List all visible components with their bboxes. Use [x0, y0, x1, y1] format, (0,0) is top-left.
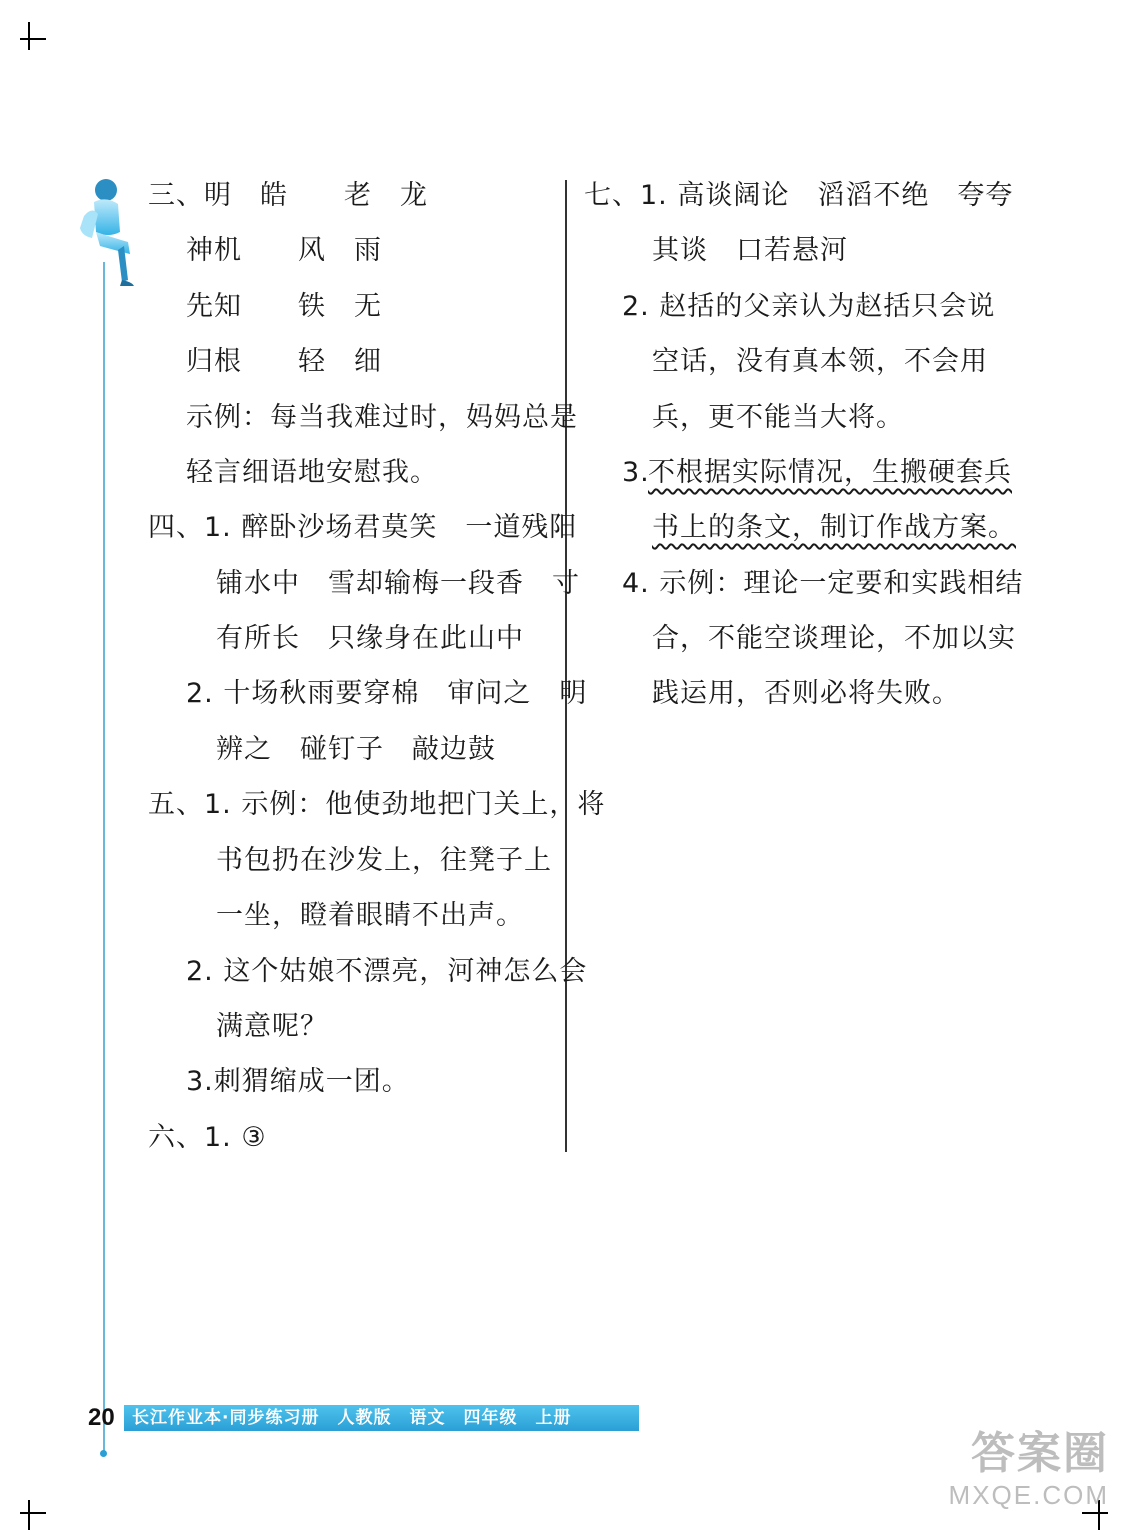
left-answer-line-11: 五、1. 示例：他使劲地把门关上，将	[148, 789, 606, 820]
crop-mark-bottom-left-h	[20, 1512, 46, 1514]
margin-line-end-dot	[100, 1450, 107, 1457]
left-answer-line-10: 辨之 碰钉子 敲边鼓	[216, 734, 496, 765]
right-answer-line-4: 兵，更不能当大将。	[652, 402, 904, 433]
left-answer-line-12: 书包扔在沙发上，往凳子上	[216, 845, 552, 876]
right-answer-line-3: 空话，没有真本领，不会用	[652, 346, 988, 377]
left-answer-line-15: 满意呢？	[216, 1011, 328, 1042]
left-answer-line-7: 铺水中 雪却输梅一段香 寸	[216, 568, 580, 599]
right-answer-line-5: 3.	[622, 457, 650, 488]
watermark	[941, 1428, 1109, 1528]
left-answer-line-8: 有所长 只缘身在此山中	[216, 623, 524, 654]
left-answer-line-3: 归根 轻 细	[186, 346, 382, 377]
book-title: 长江作业本·同步练习册 人教版 语文 四年级 上册	[132, 1408, 572, 1428]
footer-bar	[124, 1405, 639, 1431]
left-answer-line-13: 一坐，瞪着眼睛不出声。	[216, 900, 524, 931]
left-answer-line-2: 先知 铁 无	[186, 291, 382, 322]
crop-mark-top-left-h	[20, 38, 46, 40]
girl-figure-icon	[74, 176, 136, 288]
left-answer-line-0: 三、明 皓 老 龙	[148, 180, 428, 211]
column-divider	[565, 180, 567, 1152]
left-answer-line-14: 2. 这个姑娘不漂亮，河神怎么会	[186, 956, 588, 987]
left-answer-line-17: 六、1. ③	[148, 1122, 267, 1153]
right-answer-line-1: 其谈 口若悬河	[652, 235, 848, 266]
left-answer-line-1: 神机 风 雨	[186, 235, 382, 266]
left-answer-line-5: 轻言细语地安慰我。	[186, 457, 438, 488]
watermark-logo: 答案圈	[971, 1428, 1109, 1479]
left-answer-line-4: 示例：每当我难过时，妈妈总是	[186, 402, 578, 433]
left-answer-line-6: 四、1. 醉卧沙场君莫笑 一道残阳	[148, 512, 578, 543]
right-answer-line-8: 4. 示例：理论一定要和实践相结	[622, 568, 1024, 599]
left-answer-line-9: 2. 十场秋雨要穿棉 审问之 明	[186, 678, 588, 709]
right-answer-line-10: 践运用，否则必将失败。	[652, 678, 960, 709]
left-answer-line-16: 3.刺猬缩成一团。	[186, 1066, 410, 1097]
right-answer-line-6: 不根据实际情况，生搬硬套兵	[648, 457, 1012, 488]
crop-mark-top-left-v	[28, 22, 30, 50]
crop-mark-bottom-left-v	[28, 1500, 30, 1530]
margin-line	[103, 262, 105, 1452]
watermark-url: MXQE.COM	[948, 1480, 1109, 1510]
right-answer-line-7: 书上的条文，制订作战方案。	[652, 512, 1016, 543]
right-answer-line-9: 合，不能空谈理论，不加以实	[652, 623, 1016, 654]
right-answer-line-2: 2. 赵括的父亲认为赵括只会说	[622, 291, 996, 322]
right-answer-line-0: 七、1. 高谈阔论 滔滔不绝 夸夸	[584, 180, 1014, 211]
page-number: 20	[88, 1404, 115, 1431]
